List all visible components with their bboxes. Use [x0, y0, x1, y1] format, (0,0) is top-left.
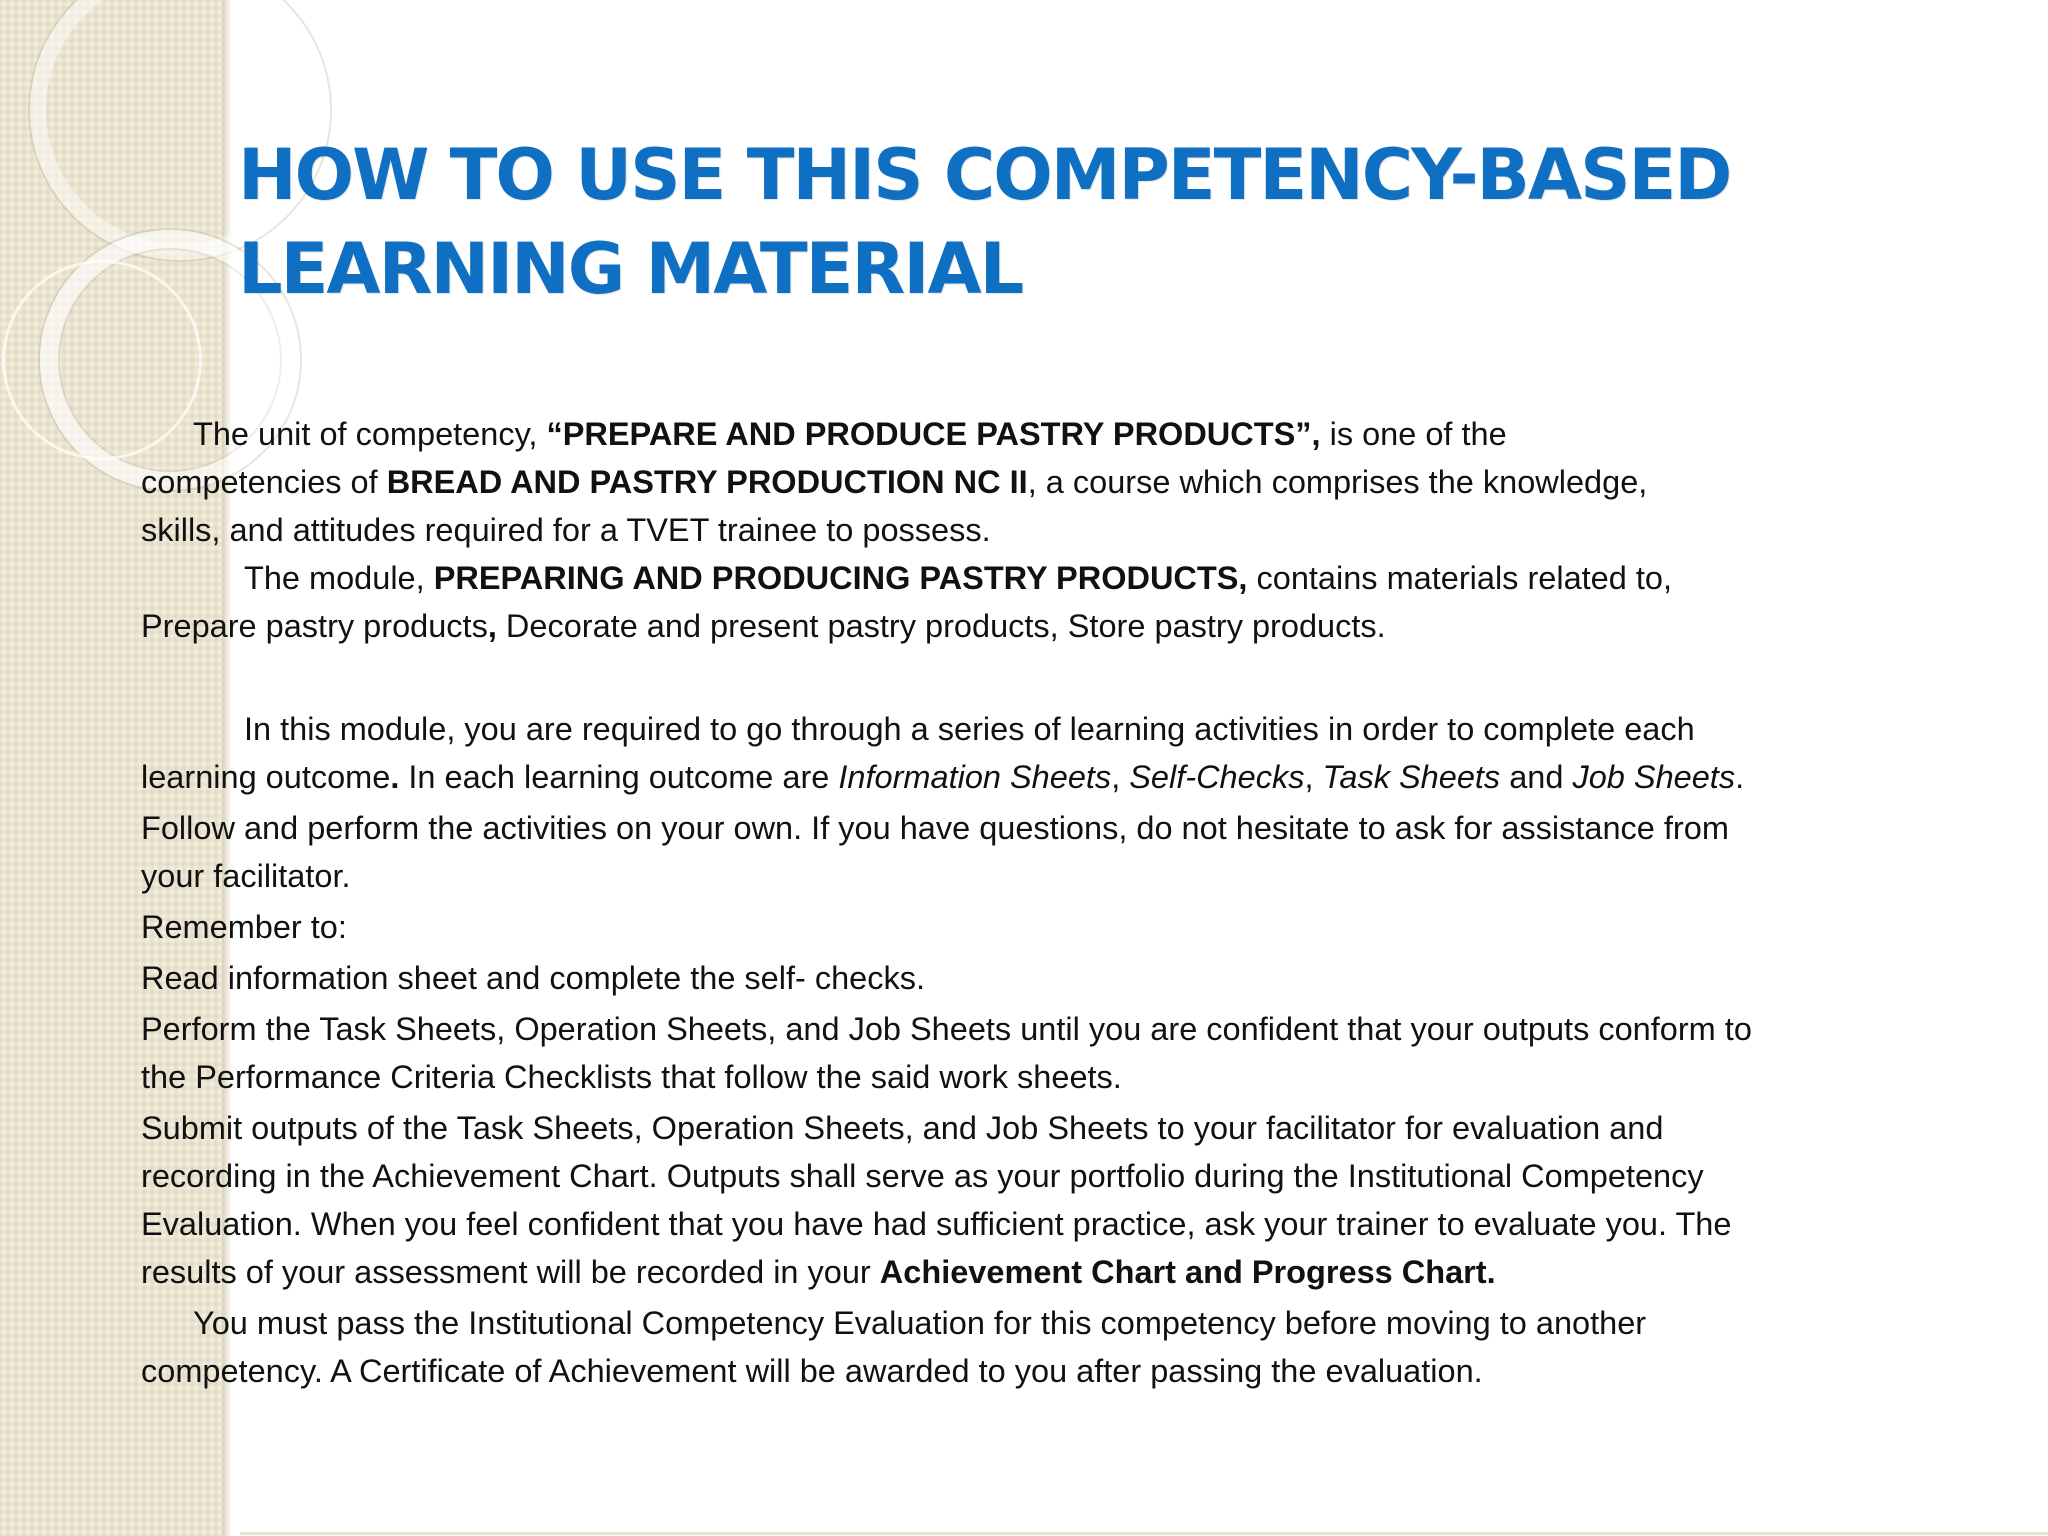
text-run: Information Sheets — [838, 759, 1112, 795]
slide-body — [141, 410, 2001, 1395]
paragraph-follow-line-2: your facilitator. — [141, 858, 351, 894]
paragraph-unit-line-2 — [141, 458, 2001, 506]
paragraph-follow-line-1: Follow and perform the activities on your own. If you have questions, do not hesitate to ask for assistance from — [141, 810, 1729, 846]
module-title: PREPARING AND PRODUCING PASTRY PRODUCTS, — [433, 560, 1248, 596]
paragraph-module-line-2 — [141, 602, 2001, 650]
paragraph-module-line-1 — [141, 554, 2001, 602]
paragraph-pass-line-2: competency. A Certificate of Achievement will be awarded to you after passing the evaluation. — [141, 1353, 1483, 1389]
paragraph-submit-line-2: recording in the Achievement Chart. Outputs shall serve as your portfolio during the Institutional Competency — [141, 1158, 1704, 1194]
paragraph-unit-line-1 — [141, 410, 2001, 458]
text-run: contains materials related to, — [1247, 560, 1672, 596]
paragraph-unit-line-3: skills, and attitudes required for a TVET trainee to possess. — [141, 512, 991, 548]
text-run: Prepare pastry products — [141, 608, 488, 644]
text-run: learning outcome — [141, 759, 391, 795]
text-run: competencies of — [141, 464, 387, 500]
paragraph-activities-line-1: In this module, you are required to go through a series of learning activities in order to complete each — [244, 711, 1695, 747]
paragraph-perform-line-1: Perform the Task Sheets, Operation Sheets, and Job Sheets until you are confident that your outputs conform to — [141, 1011, 1752, 1047]
text-run: , — [1304, 759, 1323, 795]
text-run: . — [1735, 759, 1745, 795]
paragraph-submit-line-3: Evaluation. When you feel confident that you have had sufficient practice, ask your trainer to evaluate you. The — [141, 1206, 1732, 1242]
text-run: Job Sheets — [1572, 759, 1736, 795]
slide-title-line-1: HOW TO USE THIS COMPETENCY-BASED — [238, 134, 1731, 216]
text-run: and — [1500, 759, 1573, 795]
paragraph-remember: Remember to: — [141, 909, 347, 945]
course-title: BREAD AND PASTRY PRODUCTION NC II — [386, 464, 1028, 500]
paragraph-perform-line-2: the Performance Criteria Checklists that follow the said work sheets. — [141, 1059, 1122, 1095]
slide-title-line-2: LEARNING MATERIAL — [238, 228, 1023, 310]
text-run: Decorate and present pastry products, Store pastry products. — [496, 608, 1386, 644]
unit-title: “PREPARE AND PRODUCE PASTRY PRODUCTS”, — [546, 416, 1321, 452]
text-run: , — [1111, 759, 1130, 795]
paragraph-activities-line-2 — [141, 753, 2001, 801]
text-run: , a course which comprises the knowledge, — [1027, 464, 1648, 500]
text-run: . — [390, 759, 400, 795]
text-run: results of your assessment will be recorded in your — [141, 1254, 880, 1290]
text-run: , — [487, 608, 497, 644]
text-run: Task Sheets — [1322, 759, 1501, 795]
paragraph-read-info: Read information sheet and complete the self- checks. — [141, 960, 926, 996]
text-run: The unit of competency, — [193, 416, 547, 452]
text-run: is one of the — [1320, 416, 1507, 452]
bottom-divider — [240, 1532, 2048, 1535]
text-run: The module, — [244, 560, 434, 596]
paragraph-submit-line-1: Submit outputs of the Task Sheets, Operation Sheets, and Job Sheets to your facilitator for evaluation and — [141, 1110, 1664, 1146]
slide-title — [238, 128, 1998, 316]
text-run: In each learning outcome are — [399, 759, 839, 795]
chart-names: Achievement Chart and Progress Chart. — [879, 1254, 1496, 1290]
paragraph-pass-line-1: You must pass the Institutional Competency Evaluation for this competency before moving to another — [193, 1305, 1647, 1341]
paragraph-submit-line-4 — [141, 1248, 2001, 1296]
text-run: Self-Checks — [1129, 759, 1305, 795]
